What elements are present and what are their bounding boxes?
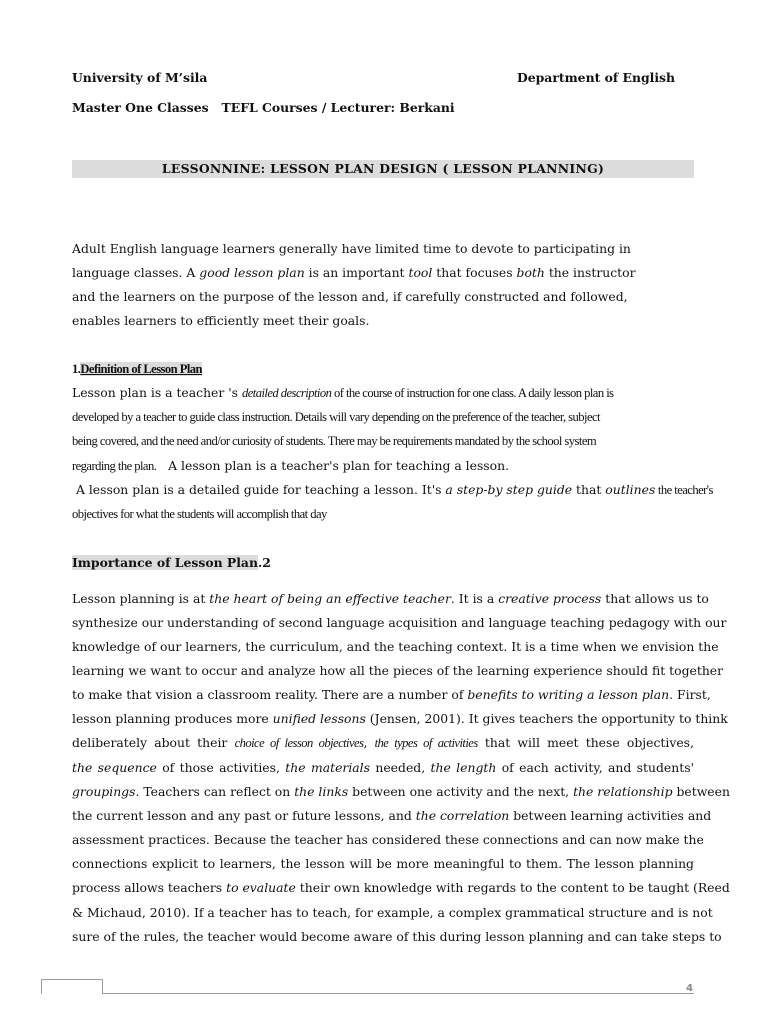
section-1-number: 1. [72,362,81,376]
intro-line-4: enables learners to efficiently meet their goals. [72,313,370,328]
section-2-line-11: assessment practices. Because the teacher has considered these connections and can now make the [72,832,704,847]
section-2-line-7: deliberately about their choice of lesson objectives, the types of activities that will meet these objectives, [72,735,694,750]
classes-label: Master One Classes [72,100,209,115]
section-2-line-8: the sequence of those activities, the materials needed, the length of each activity, and students' [72,760,694,775]
intro-line-3: and the learners on the purpose of the lesson and, if carefully constructed and followed, [72,289,628,304]
section-1-heading [72,361,202,377]
section-1-line-4: regarding the plan. A lesson plan is a teacher's plan for teaching a lesson. [72,458,510,473]
section-1-line-1: Lesson plan is a teacher 's detailed description of the course of instruction for one class. A daily lesson plan is [72,385,614,400]
lesson-title: LESSONNINE: LESSON PLAN DESIGN ( LESSON PLANNING) [161,161,605,176]
section-2-line-9: groupings. Teachers can reflect on the links between one activity and the next, the relationship between [72,784,730,799]
page-number: 4 [686,983,693,994]
university-name: University of M’sila [72,70,208,85]
section-1-title: Definition of Lesson Plan [80,362,203,376]
department-name: Department of English [517,70,676,85]
section-2-title: Importance of Lesson Plan [72,555,258,570]
intro-line-2: language classes. A good lesson plan is an important tool that focuses both the instructor [72,265,636,280]
course-label: TEFL Courses / Lecturer: Berkani [221,100,455,115]
intro-line-1: Adult English language learners generally have limited time to devote to participating in [72,241,631,256]
section-2-line-12: connections explicit to learners, the lesson will be more meaningful to them. The lesson planning [72,856,694,871]
section-2-line-15: sure of the rules, the teacher would become aware of this during lesson planning and can take steps to [72,929,722,944]
section-2-line-2: synthesize our understanding of second language acquisition and language teaching pedagogy with our [72,615,727,630]
section-2-line-6: lesson planning produces more unified lessons (Jensen, 2001). It gives teachers the opportunity to think [72,711,728,726]
section-1-line-3: being covered, and the need and/or curiosity of students. There may be requirements mandated by the school system [72,434,597,448]
section-2-line-1: Lesson planning is at the heart of being an effective teacher. It is a creative process that allows us to [72,591,709,606]
section-2-line-5: to make that vision a classroom reality. There are a number of benefits to writing a lesson plan. First, [72,687,711,702]
section-2-line-13: process allows teachers to evaluate their own knowledge with regards to the content to be taught (Reed [72,880,730,895]
section-2-line-14: & Michaud, 2010). If a teacher has to teach, for example, a complex grammatical structure and is not [72,905,713,920]
section-2-line-10: the current lesson and any past or future lessons, and the correlation between learning activities and [72,808,712,823]
section-2-line-4: learning we want to occur and analyze how all the pieces of the learning experience should fit together [72,663,724,678]
section-1-line-6: objectives for what the students will accomplish that day [72,507,327,521]
footer-rule [41,993,694,994]
section-1-line-5: A lesson plan is a detailed guide for teaching a lesson. It's a step-by step guide that outlines the teacher's [72,482,713,497]
footer-tab [41,979,103,994]
class-info [72,100,455,116]
section-2-heading [72,555,271,571]
section-1-line-2: developed by a teacher to guide class instruction. Details will vary depending on the preference of the teacher, subject [72,410,600,424]
section-2-number: .2 [257,555,271,570]
section-2-line-3: knowledge of our learners, the curriculum, and the teaching context. It is a time when we envision the [72,639,719,654]
